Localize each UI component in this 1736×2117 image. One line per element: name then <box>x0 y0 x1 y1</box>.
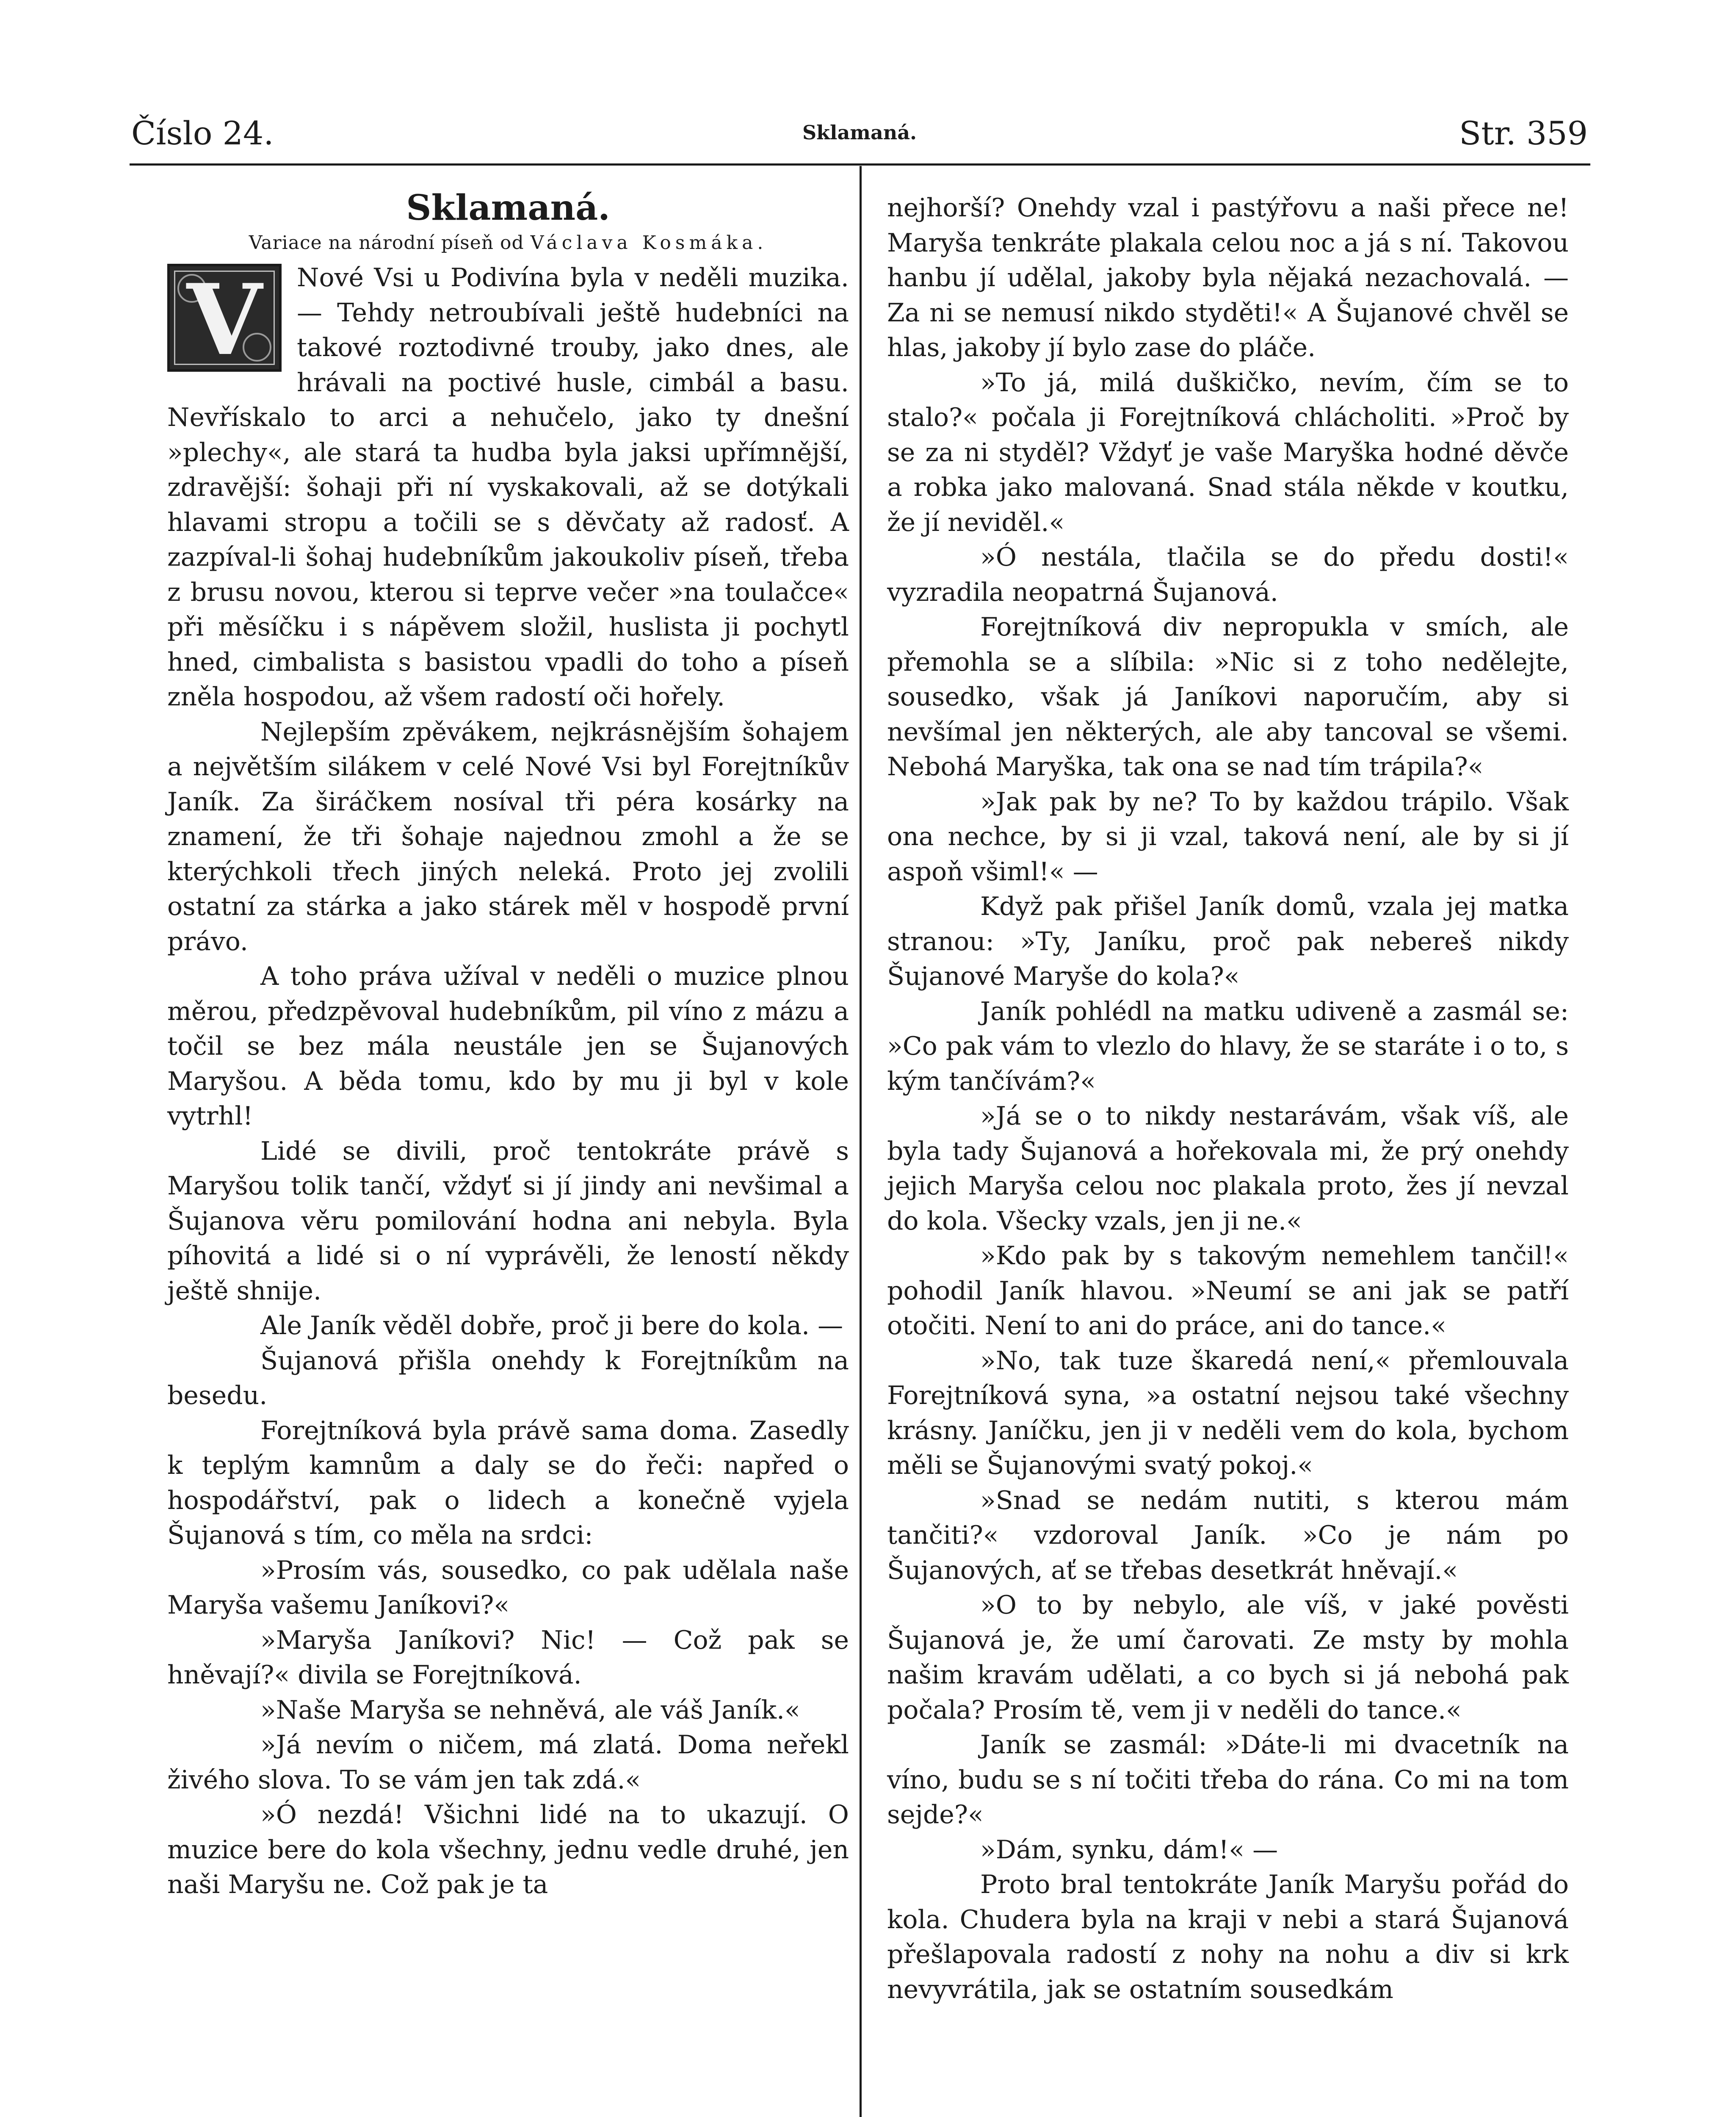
paragraph: »Prosím vás, sousedko, co pak udělala naše Maryša vašemu Janíkovi?« <box>167 1555 849 1620</box>
paragraph: A toho práva užíval v neděli o muzice plnou měrou, předzpěvoval hudebníkům, pil víno z mázu a točil se bez mála neustále jen se Šujanových Maryšou. A běda tomu, kdo by mu ji byl v kole vytrhl! <box>167 962 849 1131</box>
paragraph: Lidé se divili, proč tentokráte právě s Maryšou tolik tančí, vždyť si jí jindy ani nevšimal a Šujanova věru pomilování hodna ani nebyla. Byla píhovitá a lidé si o ní vyprávěli, že leností někdy ještě shnije. <box>167 1136 849 1306</box>
paragraph: Nejlepším zpěvákem, nejkrásnějším šohajem a největším silákem v celé Nové Vsi byl Forejtníkův Janík. Za širáčkem nosíval tři péra kosárky na znamení, že tři šohaje najednou zmohl a že se kterýchkoli třech jiných neleká. Proto jej zvolili ostatní za stárka a jako stárek měl v hospodě první právo. <box>167 717 849 956</box>
dropcap-letter: V <box>186 263 263 377</box>
paragraph: »Naše Maryša se nehněvá, ale váš Janík.« <box>260 1695 800 1725</box>
column-divider <box>860 166 862 2117</box>
article-title: Sklamaná. <box>406 188 610 228</box>
ornamental-initial <box>167 263 282 377</box>
paragraph: Ale Janík věděl dobře, proč ji bere do kola. — <box>260 1311 843 1340</box>
paragraph: »Maryša Janíkovi? Nic! — Což pak se hněvají?« divila se Forejtníková. <box>167 1625 849 1690</box>
right-column <box>887 191 1569 2007</box>
paragraph: Janík pohlédl na matku udiveně a zasmál se: »Co pak vám to vlezlo do hlavy, že se staráte i o to, s kým tančívám?« <box>887 996 1569 1096</box>
paragraph: »Ó nestála, tlačila se do předu dosti!« vyzradila neopatrná Šujanová. <box>887 542 1569 607</box>
paragraph: Forejtníková div nepropukla v smích, ale přemohla se a slíbila: »Nic si z toho nedělejte, sousedko, však já Janíkovi naporučím, aby si nevšímal jen některých, ale aby tancoval se všemi. Nebohá Maryška, tak ona se nad tím trápila?« <box>887 612 1569 782</box>
paragraph: »Dám, synku, dám!« — <box>980 1835 1278 1865</box>
header-rule <box>130 163 1590 166</box>
paragraph: Proto bral tentokráte Janík Maryšu pořád do kola. Chudera byla na kraji v nebi a stará Šujanová přešlapovala radostí z nohy na nohu a div si krk nevyvrátila, jak se ostatním sousedkám <box>887 1870 1569 2004</box>
paragraph: »Kdo pak by s takovým nemehlem tančil!« pohodil Janík hlavou. »Neumí se ani jak se patří otočiti. Není to ani do práce, ani do tance.« <box>887 1241 1569 1340</box>
paragraph: nejhorší? Onehdy vzal i pastýřovu a naši přece ne! Maryša tenkráte plakala celou noc a já s ní. Takovou hanbu jí udělal, jakoby byla nějaká nezachovalá. — Za ni se nemusí nikdo styděti!« A Šujanové chvěl se hlas, jakoby jí bylo zase do pláče. <box>887 193 1569 362</box>
paragraph: »O to by nebylo, ale víš, v jaké pověsti Šujanová je, že umí čarovati. Ze msty by mohla našim kravám udělati, a co bych si já nebohá pak počala? Prosím tě, vem ji v neděli do tance.« <box>887 1590 1569 1725</box>
author-name: Václava Kosmáka. <box>530 232 768 254</box>
paragraph: Forejtníková byla právě sama doma. Zasedly k teplým kamnům a daly se do řeči: napřed o hospodářství, pak o lidech a konečně vyjela Šujanová s tím, co měla na srdci: <box>167 1415 849 1550</box>
article-subtitle <box>167 226 849 261</box>
issue-number: Číslo 24. <box>131 114 274 152</box>
paragraph: Šujanová přišla onehdy k Forejtníkům na besedu. <box>167 1346 849 1410</box>
left-column <box>167 188 849 1902</box>
page-number: Str. 359 <box>1459 114 1588 152</box>
paragraph: »To já, milá duškičko, nevím, čím se to stalo?« počala ji Forejtníková chlácholiti. »Proč by se za ni styděl? Vždyť je vaše Maryška hodné děvče a robka jako malovaná. Snad stála někde v koutku, že jí neviděl.« <box>887 368 1569 537</box>
paragraph: »No, tak tuze škaredá není,« přemlouvala Forejtníková syna, »a ostatní nejsou také všechny krásny. Janíčku, jen ji v neděli vem do kola, bychom měli se Šujanovými svatý pokoj.« <box>887 1346 1569 1480</box>
paragraph: »Snad se nedám nutiti, s kterou mám tančiti?« vzdoroval Janík. »Co je nám po Šujanových, ať se třebas desetkrát hněvají.« <box>887 1485 1569 1585</box>
running-title: Sklamaná. <box>802 121 917 144</box>
subtitle-prefix: Variace na národní píseň od <box>249 232 524 254</box>
paragraph: V Nové Vsi u Podivína byla v neděli muzika. — Tehdy netroubívali ještě hudebníci na takové roztodivné trouby, jako dnes, ale hrávali na poctivé husle, cimbál a basu. Nevřískalo to arci a nehučelo, jako ty dnešní »plechy«, ale stará ta hudba byla jaksi upřímnější, zdravější: šohaji při ní vyskakovali, až se dotýkali hlavami stropu a točili se s děvčaty až radosť. A zazpíval-li šohaj hudebníkům jakoukoliv píseň, třeba z brusu novou, kterou si teprve večer »na toulačce« při měsíčku i s nápěvem složil, huslista ji pochytl hned, cimbalista s basistou vpadli do toho a píseň zněla hospodou, až všem radostí oči hořely. <box>167 263 849 712</box>
paragraph: »Ó nezdá! Všichni lidé na to ukazují. O muzice bere do kola všechny, jednu vedle druhé, jen naši Maryšu ne. Což pak je ta <box>167 1800 849 1899</box>
running-header <box>131 114 1588 165</box>
paragraph: Janík se zasmál: »Dáte-li mi dvacetník na víno, budu se s ní točiti třeba do rána. Co mi na tom sejde?« <box>887 1730 1569 1830</box>
paragraph: »Já se o to nikdy nestarávám, však víš, ale byla tady Šujanová a hořekovala mi, že prý onehdy jejich Maryša celou noc plakala proto, žes jí nevzal do kola. Všecky vzals, jen ji ne.« <box>887 1101 1569 1236</box>
paragraph: »Jak pak by ne? To by každou trápilo. Však ona nechce, by si ji vzal, taková není, ale by si jí aspoň všiml!« — <box>887 787 1569 887</box>
paragraph: »Já nevím o ničem, má zlatá. Doma neřekl živého slova. To se vám jen tak zdá.« <box>167 1730 849 1795</box>
paragraph: Když pak přišel Janík domů, vzala jej matka stranou: »Ty, Janíku, proč pak nebereš nikdy Šujanové Maryše do kola?« <box>887 892 1569 991</box>
